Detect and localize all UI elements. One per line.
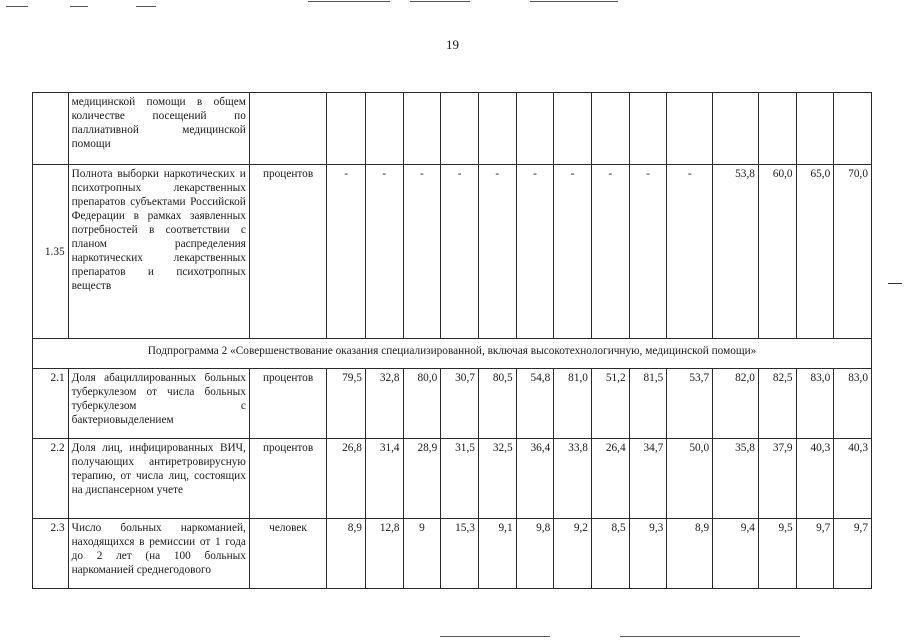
value-cell: - bbox=[478, 165, 516, 339]
value-cell: - bbox=[441, 165, 479, 339]
unit-cell: процентов bbox=[249, 165, 326, 339]
value-cell: 32,8 bbox=[365, 369, 403, 439]
value-cell: 9,3 bbox=[629, 519, 667, 589]
value-cell: 83,0 bbox=[796, 369, 834, 439]
value-cell: 9,2 bbox=[554, 519, 592, 589]
scan-line bbox=[308, 1, 390, 2]
value-cell: 9,7 bbox=[834, 519, 872, 589]
unit-cell: процентов bbox=[249, 439, 326, 519]
indicator-name: Доля лиц, инфицированных ВИЧ, получающих антиретровирусную терапию, от числа лиц, состоящих на диспансерном учете bbox=[68, 439, 249, 519]
value-cell: 34,7 bbox=[629, 439, 667, 519]
value-cell: 9,8 bbox=[516, 519, 554, 589]
value-cell: 9,1 bbox=[478, 519, 516, 589]
row-index bbox=[33, 93, 69, 165]
value-cell: 8,9 bbox=[667, 519, 713, 589]
value-cell: 9,5 bbox=[758, 519, 796, 589]
row-index: 2.3 bbox=[33, 519, 69, 589]
value-cell: 32,5 bbox=[478, 439, 516, 519]
value-cell: 81,0 bbox=[554, 369, 592, 439]
value-cell: 82,5 bbox=[758, 369, 796, 439]
value-cell: - bbox=[365, 165, 403, 339]
value-cell: 80,5 bbox=[478, 369, 516, 439]
value-cell: 54,8 bbox=[516, 369, 554, 439]
value-cell: 53,7 bbox=[667, 369, 713, 439]
table-row bbox=[33, 93, 872, 165]
table-row bbox=[33, 165, 872, 339]
value-cell: 28,9 bbox=[403, 439, 441, 519]
value-cell: 40,3 bbox=[834, 439, 872, 519]
scan-line bbox=[440, 636, 550, 637]
value-cell: 8,5 bbox=[591, 519, 629, 589]
value-cell: 30,7 bbox=[441, 369, 479, 439]
margin-mark bbox=[888, 283, 902, 284]
value-cell: 50,0 bbox=[667, 439, 713, 519]
row-index: 2.2 bbox=[33, 439, 69, 519]
scan-line bbox=[6, 6, 28, 7]
scan-line bbox=[530, 1, 618, 2]
value-cell: 82,0 bbox=[713, 369, 759, 439]
value-cell: 15,3 bbox=[441, 519, 479, 589]
value-cell: 51,2 bbox=[591, 369, 629, 439]
value-cell: 31,5 bbox=[441, 439, 479, 519]
scan-line bbox=[136, 6, 156, 7]
value-cell: 79,5 bbox=[327, 369, 366, 439]
value-cell: - bbox=[554, 165, 592, 339]
indicator-name: медицинской помощи в общем количестве посещений по паллиативной медицинской помощи bbox=[68, 93, 249, 165]
value-cell: 80,0 bbox=[403, 369, 441, 439]
value-cell: 65,0 bbox=[796, 165, 834, 339]
unit-cell bbox=[249, 93, 326, 165]
value-cell: - bbox=[629, 165, 667, 339]
value-cell: 26,4 bbox=[591, 439, 629, 519]
table-row bbox=[33, 369, 872, 439]
value-cell: 81,5 bbox=[629, 369, 667, 439]
unit-cell: процентов bbox=[249, 369, 326, 439]
value-cell: 9 bbox=[403, 519, 441, 589]
value-cell: - bbox=[516, 165, 554, 339]
value-cell: 9,4 bbox=[713, 519, 759, 589]
indicator-name: Число больных наркоманией, находящихся в ремиссии от 1 года до 2 лет (на 100 больных наркоманией среднегодового bbox=[68, 519, 249, 589]
value-cell: 9,7 bbox=[796, 519, 834, 589]
value-cell: 8,9 bbox=[327, 519, 366, 589]
row-index: 2.1 bbox=[33, 369, 69, 439]
value-cell: 33,8 bbox=[554, 439, 592, 519]
indicator-name: Полнота выборки наркотических и психотропных лекарственных препаратов субъектами Российской Федерации в рамках заявленных потребностей в соответствии с планом распределения наркотических лекарственных препаратов и психотропных веществ bbox=[68, 165, 249, 339]
unit-cell: человек bbox=[249, 519, 326, 589]
value-cell: 40,3 bbox=[796, 439, 834, 519]
value-cell: - bbox=[667, 165, 713, 339]
value-cell: 60,0 bbox=[758, 165, 796, 339]
scan-line bbox=[410, 1, 470, 2]
value-cell: 31,4 bbox=[365, 439, 403, 519]
value-cell: 70,0 bbox=[834, 165, 872, 339]
scan-line bbox=[70, 6, 88, 7]
value-cell: 37,9 bbox=[758, 439, 796, 519]
value-cell: 26,8 bbox=[327, 439, 366, 519]
value-cell: 83,0 bbox=[834, 369, 872, 439]
scan-line bbox=[620, 636, 800, 637]
value-cell: - bbox=[403, 165, 441, 339]
value-cell: - bbox=[327, 165, 366, 339]
indicator-name: Доля абациллированных больных туберкулезом от числа больных туберкулезом с бактериовыделением bbox=[68, 369, 249, 439]
subprogram-title: Подпрограмма 2 «Совершенствование оказания специализированной, включая высокотехнологичную, медицинской помощи» bbox=[33, 339, 872, 369]
row-index: 1.35 bbox=[33, 165, 69, 339]
table-row bbox=[33, 439, 872, 519]
subprogram-row bbox=[33, 339, 872, 369]
indicators-table bbox=[32, 92, 872, 589]
value-cell: 36,4 bbox=[516, 439, 554, 519]
value-cell: 53,8 bbox=[713, 165, 759, 339]
table-row bbox=[33, 519, 872, 589]
value-cell: - bbox=[591, 165, 629, 339]
value-cell: 12,8 bbox=[365, 519, 403, 589]
page-number: 19 bbox=[446, 37, 459, 52]
value-cell: 35,8 bbox=[713, 439, 759, 519]
